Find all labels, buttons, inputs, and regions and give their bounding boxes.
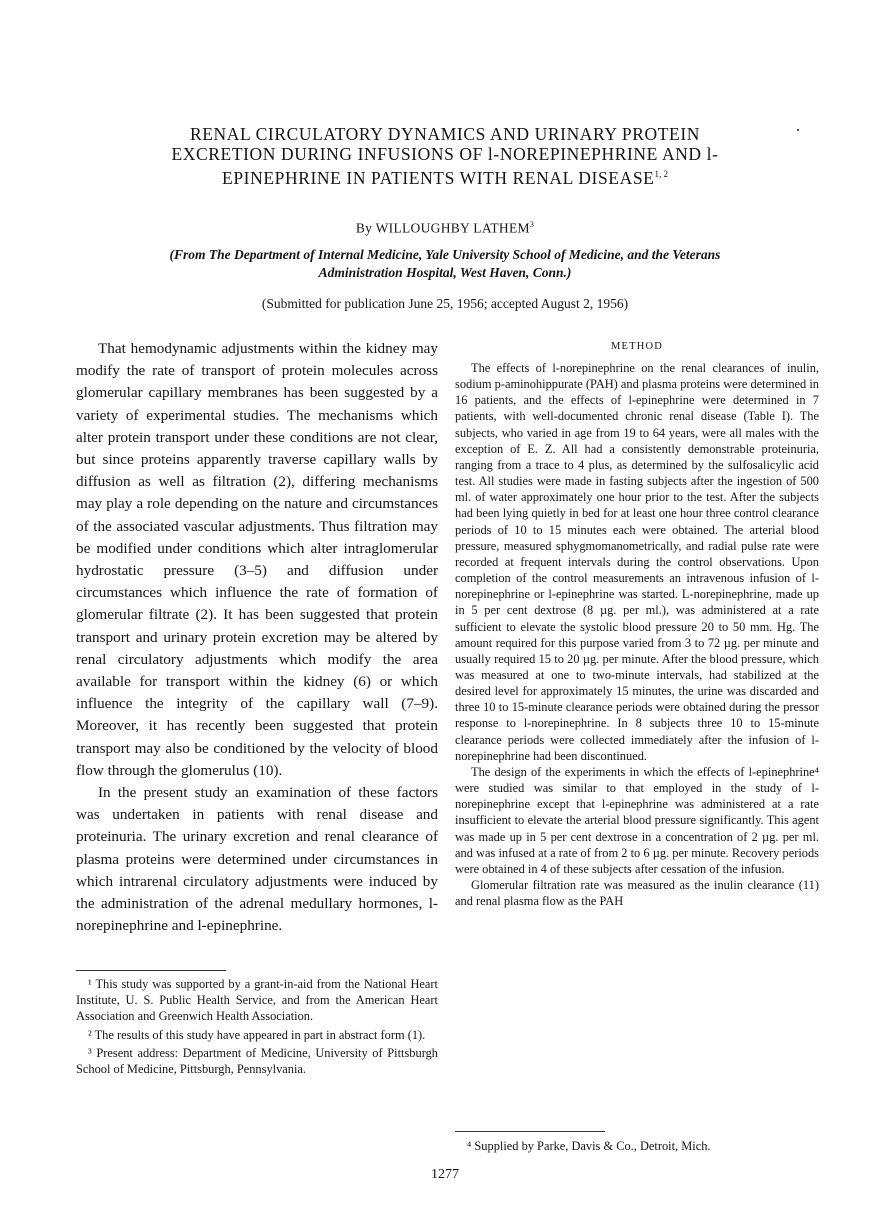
page-number: 1277 bbox=[431, 1167, 459, 1182]
footnote-3: ³ Present address: Department of Medicine, University of Pittsburgh School of Medicine, Pittsburgh, Pennsylvania. bbox=[76, 1045, 438, 1077]
right-footnotes bbox=[455, 1131, 819, 1154]
author-line: By WILLOUGHBY LATHEM$^3$ bbox=[355, 220, 535, 236]
footnote-1: ¹ This study was supported by a grant-in-aid from the National Heart Institute, U. S. Public Health Service, and from the American Heart Association and Greenwich Health Association. bbox=[76, 977, 438, 1024]
right-column bbox=[455, 341, 819, 909]
author-footnote-mark: 3 bbox=[529, 220, 535, 229]
intro-paragraph-1: That hemodynamic adjustments within the kidney may modify the rate of transport of protein molecules across glomerular capillary membranes has been suggested by a variety of experimental studies. The mechanisms which alter protein transport under these conditions are not clear, but since proteins apparently traverse capillary walls by diffusion as well as filtration (2), differing mechanisms may play a role depending on the nature and circumstances of the associated vascular adjustments. Thus filtration may be modified under conditions which alter intraglomerular hydrostatic pressure (3–5) and diffusion under circumstances which influence the rate of formation of glomerular filtrate (2). It has been suggested that protein transport and urinary protein excretion may be altered by renal circulatory adjustments which modify the area available for transport within the kidney (6) or which influence the integrity of the capillary wall (7–9). Moreover, it has recently been suggested that protein transport may also be conditioned by the velocity of blood flow through the glomerulus (10). bbox=[76, 340, 438, 779]
footnote-divider bbox=[455, 1131, 605, 1132]
footnote-4: ⁴ Supplied by Parke, Davis & Co., Detroit, Mich. bbox=[467, 1139, 711, 1153]
method-paragraph-2: The design of the experiments in which the effects of l-epinephrine⁴ were studied was similar to that employed in the study of l-norepinephrine except that l-epinephrine was administered at a rate insufficient to elevate the arterial blood pressure significantly. This agent was made up in 5 per cent dextrose in a concentration of 2 µg. per ml. and was infused at a rate of from 2 to 6 µg. per minute. Recovery periods were obtained in 4 of these subjects after cessation of the infusion. bbox=[455, 764, 819, 876]
title-footnote-marks: 1, 2 bbox=[654, 169, 668, 179]
method-paragraph-1: The effects of l-norepinephrine on the renal clearances of inulin, sodium p-aminohippurate (PAH) and plasma proteins were determined in 16 patients, and the effects of l-epinephrine were determined in 7 patients, with well-documented chronic renal disease (Table I). The subjects, who varied in age from 19 to 64 years, were all males with the exception of E. Z. All had a consistently demonstrable proteinuria, ranging from a trace to 4 plus, as determined by the sulfosalicylic acid test. All studies were made in fasting subjects after the ingestion of 500 ml. of water approximately one hour prior to the test. After the subjects had been lying quietly in bed for at least one hour three control clearance periods of 10 to 15 minutes each were obtained. The arterial blood pressure, measured sphygmomanometrically, and radial pulse rate were recorded at frequent intervals during the control observations. Upon completion of the control measurements an intravenous infusion of l-norepinephrine or l-epinephrine was started. L-norepinephrine, made up in 5 per cent dextrose (8 µg. per ml.), was administered at a rate sufficient to elevate the systolic blood pressure 20 to 50 mm. Hg. The amount required for this purpose varied from 3 to 72 µg. per minute and usually required 15 to 20 µg. per minute. After the blood pressure, which was measured at one to two-minute intervals, had stabilized at the desired level for approximately 15 minutes, the urine was discarded and three 10 to 15-minute clearance periods were obtained during the pressor response to l-norepinephrine. In 8 subjects three 10 to 15-minute clearance periods were collected immediately after the infusion of l-norepinephrine had been discontinued. bbox=[455, 361, 819, 763]
footnote-divider bbox=[76, 970, 226, 971]
method-paragraph-3: Glomerular filtration rate was measured as the inulin clearance (11) and renal plasma flow as the PAH bbox=[455, 878, 819, 909]
affiliation: (From The Department of Internal Medicine, Yale University School of Medicine, and the Veterans Administration Hospital, West Haven, Conn.) bbox=[169, 247, 721, 280]
intro-paragraph-2: In the present study an examination of these factors was undertaken in patients with renal disease and proteinuria. The urinary excretion and renal clearance of plasma proteins were determined under circumstances in which intrarenal circulatory adjustments were induced by the administration of the adrenal medullary hormones, l-norepinephrine and l-epinephrine. bbox=[76, 784, 438, 935]
method-heading: METHOD bbox=[610, 341, 664, 352]
left-footnotes bbox=[76, 970, 438, 1079]
scan-speck bbox=[797, 129, 799, 131]
footnote-2: ² The results of this study have appeared in part in abstract form (1). bbox=[88, 1027, 426, 1042]
submission-dates: (Submitted for publication June 25, 1956; accepted August 2, 1956) bbox=[261, 296, 629, 311]
left-column bbox=[76, 338, 438, 937]
article-title: RENAL CIRCULATORY DYNAMICS AND URINARY PROTEIN EXCRETION DURING INFUSIONS OF l-NOREPINEPHRINE AND l-EPINEPHRINE IN PATIENTS WITH RENAL DISEASE$^{1, 2}$ bbox=[171, 124, 719, 188]
